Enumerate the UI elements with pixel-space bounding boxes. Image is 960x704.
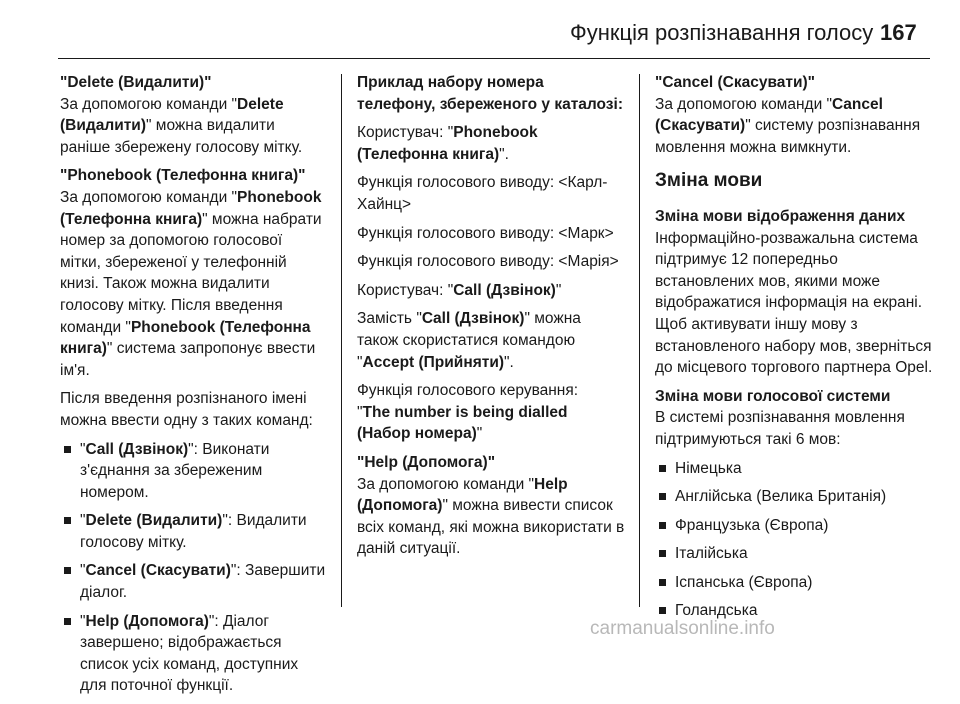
bullet-icon [64,446,71,453]
list-item: Італійська [655,543,933,565]
column-2 [357,72,625,567]
list-item: Голандська [655,600,933,622]
page-title: Функція розпізнавання голосу [570,20,874,45]
list-item: "Help (Допомога)": Діалог завершено; відображається список усіх команд, доступних для поточної функції. [60,611,326,697]
display-language-text: Інформаційно-розважальна система підтримує 12 попередньо встановлених мов, якими може відображатися інформація на екрані. Щоб активувати іншу мову з встановленого набору мов, зверніться до місцевого торгового партнера Opel. [655,229,933,377]
list-item: Французька (Європа) [655,515,933,537]
delete-text: За допомогою команди "Delete (Видалити)" можна видалити раніше збережену голосову мітку. [60,95,303,156]
language-list [655,458,933,623]
bullet-icon [64,517,71,524]
page-number: 167 [880,20,917,45]
cancel-text: За допомогою команди "Cancel (Скасувати)" систему розпізнавання мовлення можна вимкнути. [655,95,921,156]
section-title: Зміна мови [655,170,763,192]
voice-language-text: В системі розпізнавання мовлення підтримуються такі 6 мов: [655,409,905,448]
display-language-heading: Зміна мови відображення даних [655,207,906,225]
user-line-2: Користувач: "Call (Дзвінок)" [357,281,562,299]
column-divider [639,74,640,607]
bullet-icon [659,607,666,614]
user-line-1: Користувач: "Phonebook (Телефонна книга)". [357,124,538,163]
column-divider [341,74,342,607]
voice-output-3: Функція голосового виводу: <Марія> [357,253,619,271]
column-3 [655,72,933,629]
bullet-icon [659,550,666,557]
header-rule [58,58,930,59]
bullet-icon [659,579,666,586]
list-item: "Cancel (Скасувати)": Завершити діалог. [60,560,326,603]
voice-output-2: Функція голосового виводу: <Марк> [357,224,614,242]
list-item: Англійська (Велика Британія) [655,486,933,508]
example-heading: Приклад набору номера телефону, збереженого у каталозі: [357,74,623,113]
after-name-text: Після введення розпізнаного імені можна ввести одну з таких команд: [60,390,313,429]
bullet-icon [659,493,666,500]
bullet-icon [659,522,666,529]
control-text: Функція голосового керування: "The number is being dialled (Набор номера)" [357,382,579,443]
list-item: "Delete (Видалити)": Видалити голосову мітку. [60,510,326,553]
command-list [60,439,326,698]
watermark: carmanualsonline.info [590,618,775,639]
voice-language-heading: Зміна мови голосової системи [655,387,891,405]
list-item: "Call (Дзвінок)": Виконати з'єднання за збереженим номером. [60,439,326,504]
instead-text: Замість "Call (Дзвінок)" можна також скористатися командою "Accept (Прийняти)". [357,310,581,371]
voice-output-1: Функція голосового виводу: <Карл-Хайнц> [357,174,608,213]
bullet-icon [64,618,71,625]
column-1 [60,72,326,704]
help-heading: "Help (Допомога)" [357,453,496,471]
bullet-icon [659,465,666,472]
cancel-heading: "Cancel (Скасувати)" [655,74,816,91]
list-item: Німецька [655,458,933,480]
bullet-icon [64,567,71,574]
help-text: За допомогою команди "Help (Допомога)" можна вивести список всіх команд, які можна використати в даній ситуації. [357,475,625,558]
phonebook-text: За допомогою команди "Phonebook (Телефонна книга)" можна набрати номер за допомогою голосової мітки, збереженої у телефонній книзі. Також можна видалити голосову мітку. Після введення команди "Phonebook (Телефонна книга)" система запропонує ввести ім'я. [60,188,322,379]
delete-heading: "Delete (Видалити)" [60,74,212,91]
list-item: Іспанська (Європа) [655,572,933,594]
phonebook-heading: "Phonebook (Телефонна книга)" [60,167,306,185]
